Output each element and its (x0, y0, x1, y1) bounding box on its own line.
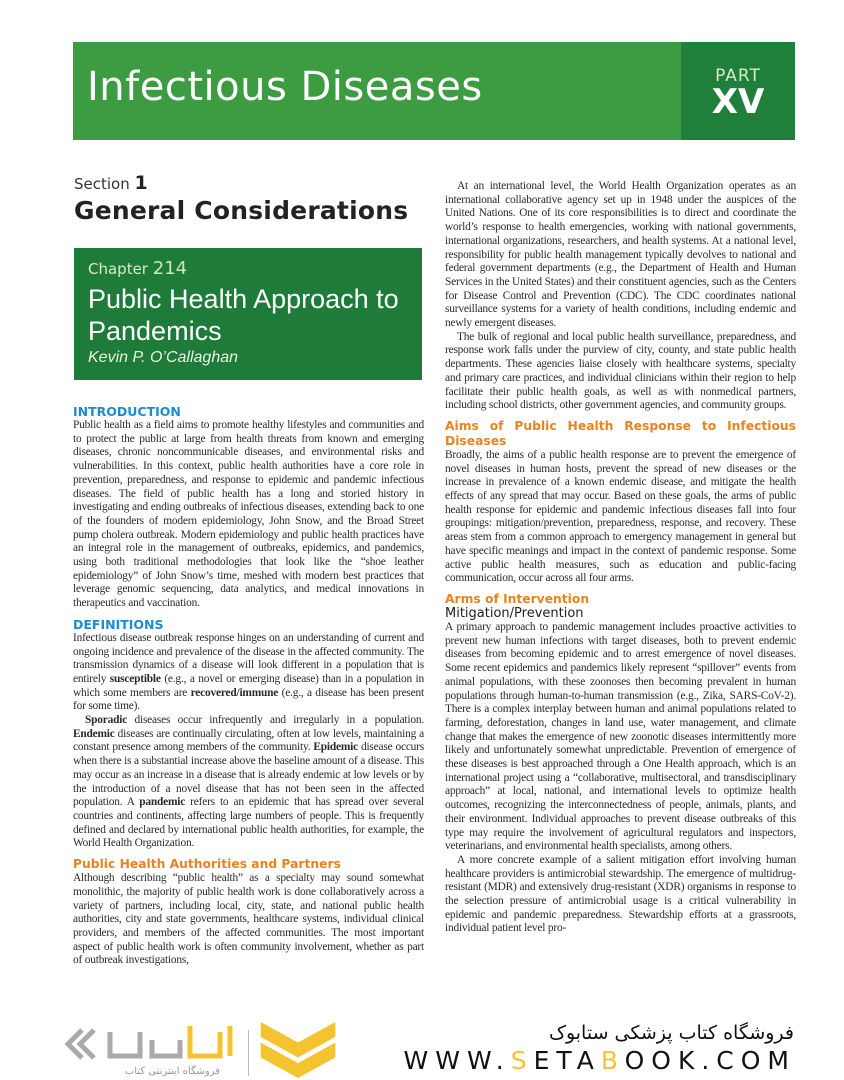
section-title: General Considerations (74, 196, 409, 225)
introduction-paragraph: Public health as a field aims to promote healthy lifestyles and communities and to protect the public at large from health threats from known and emerging diseases, chronic noncommunicable diseases, and environmental risks and vulnerabilities. In this context, public health authorities have a core role in prevention, preparedness, and response to epidemic and pandemic infectious diseases. The field of public health has a long and storied history in investigating and ending outbreaks of infectious diseases, extending back to one of the founders of modern epidemiology, John Snow, and the Broad Street pump cholera outbreak. Modern epidemiology and public health practices have an integral role in the management of outbreaks, epidemics, and pandemics, using both traditional methodologies that look like the “shoe leather epidemiology” of John Snow’s time, meshed with modern best practices that leverage genomic sequencing, data analytics, and medical innovations in therapeutics and vaccination. (73, 419, 424, 610)
store-name: فروشگاه کتاب پزشکی ستابوک (548, 1022, 794, 1044)
mitigation-paragraph-2: A more concrete example of a salient mitigation effort involving human healthcare providers is antimicrobial stewardship. The emergence of multidrug-resistant (MDR) and extensively drug-resistant (XDR) organisms in response to the selection pressure of antimicrobial usage is a critical vulnerability in epidemic and pandemic preparedness. Stewardship efforts at a grassroots, individual patient level pro- (445, 853, 796, 935)
term-susceptible: susceptible (109, 672, 161, 685)
authorities-paragraph-1: Although describing “public health” as a specialty may sound somewhat monolithic, the majority of public health work is done collaboratively across a variety of partners, including local, city, state, and national public health authorities, city and state governments, healthcare systems, individual clinical providers, and members of the affected communities. The most important aspect of public health work is often community involvement, whether as part of outbreak investigations, (73, 872, 424, 967)
introduction-heading: INTRODUCTION (73, 404, 181, 419)
store-url[interactable] (404, 1046, 796, 1075)
url-part: WWW. (403, 1046, 511, 1075)
text: refers to an epidemic that has spread over several countries and continents, affecting large numbers of people. This is frequently defined and declared by international public health authorities, for example, the World Health Organization. (73, 796, 424, 850)
mitigation-subheading: Mitigation/Prevention (445, 605, 584, 621)
text: diseases occur infrequently and irregularly in a population. (127, 714, 424, 727)
text: (e.g., a novel or emerging disease) than in a population in which some members are (73, 672, 424, 699)
part-banner (73, 42, 795, 140)
chevron-logo-icon (258, 1022, 338, 1078)
part-number-box (681, 42, 795, 140)
section-label: Section (74, 175, 130, 193)
part-title: Infectious Diseases (87, 64, 483, 110)
url-part: OOK.COM (624, 1046, 796, 1075)
chapter-label: Chapter (88, 260, 148, 278)
chapter-box (74, 248, 422, 380)
section-header (74, 172, 408, 225)
part-number: XV (711, 82, 765, 122)
section-number: 1 (134, 172, 148, 194)
text: diseases are continually circulating, often at low levels, maintaining a constant presence among members of the community. (73, 727, 424, 754)
text: Infectious disease outbreak response hinges on an understanding of current and ongoing incidence and prevalence of the disease in the affected community. The transmission dynamics of a disease will look different in a population that is entirely (73, 631, 424, 685)
definitions-heading: DEFINITIONS (73, 616, 164, 632)
chapter-title: Public Health Approach to Pandemics (88, 284, 399, 346)
arms-heading: Arms of Intervention (445, 591, 590, 606)
definitions-paragraph-1 (73, 632, 424, 714)
chapter-label-line (88, 258, 408, 279)
definitions-paragraph-2 (73, 714, 424, 851)
url-part: B (600, 1046, 625, 1075)
logo-divider (248, 1030, 249, 1076)
mitigation-paragraph-1: A primary approach to pandemic management includes proactive activities to prevent new human infections with target diseases, both to prevent endemic diseases from becoming epidemic and to arrest emergence of novel diseases. Some recent epidemics and pandemics likely represent “spillover” events from animal populations, with these zoonoses then becoming prevalent in human populations through human-to-human transmission (e.g., Zika, SARS-CoV-2). There is a complex interplay between human and animal populations related to farming, deforestation, changes in land use, water management, and climate change that makes the emergence of new zoonotic diseases intermittently more likely and unfortunately somewhat unpredictable. Prevention of emergence of these diseases is best approached through a One Health approach, which is an international project using a “collaborative, multisectoral, and transdisciplinary approach” at local, national, and international levels to optimize health outcomes, recognizing the interconnectedness of people, animals, plants, and their environment. Individual approaches to prevent disease outbreaks of this type may require the involvement of agricultural regulators and inspectors, veterinarians, and environmental health specialists, among others. (445, 620, 796, 853)
authorities-paragraph-3: The bulk of regional and local public health surveillance, preparedness, and response work falls under the purview of city, county, and state public health departments. These agencies liaise closely with healthcare systems, specialty and primary care practices, and individual clinicians within their region to help facilitate their public health goals, as well as with nonmedical partners, including school districts, other government agencies, and community groups. (445, 330, 796, 412)
authorities-heading: Public Health Authorities and Partners (73, 857, 341, 872)
text: (e.g., a disease has been present for some time). (73, 686, 424, 713)
term-sporadic: Sporadic (85, 714, 128, 727)
term-pandemic: pandemic (139, 796, 186, 809)
aims-heading: Aims of Public Health Response to Infectious Diseases (445, 418, 796, 448)
right-column (445, 180, 796, 936)
left-column (73, 404, 424, 968)
authorities-paragraph-2: At an international level, the World Health Organization operates as an international collaborative agency set up in 1948 under the auspices of the United Nations. One of its core responsibilities is to direct and coordinate the world’s response to health emergencies, working with national governments, international organizations, researchers, and health systems. At a national level, responsibility for public health management typically devolves to national and federal government departments (e.g., the Department of Health and Human Services in the United States) and their constituent agencies, such as the Centers for Disease Control and Prevention (CDC). The CDC coordinates national surveillance systems for a variety of health conditions, including endemic and newly emergent diseases. (445, 180, 796, 330)
section-label-line (74, 172, 408, 194)
chapter-author: Kevin P. O’Callaghan (88, 349, 239, 366)
url-part: S (510, 1046, 534, 1075)
setabook-logo (60, 1022, 250, 1077)
logo-subtitle: فروشگاه اینترنتی کتاب (124, 1066, 220, 1077)
url-part: ETA (533, 1046, 601, 1075)
term-recovered-immune: recovered/immune (190, 686, 279, 699)
text: disease occurs when there is a substantial increase above the baseline amount of a disease. This may occur as an increase in a disease that is already endemic at low levels or by the introduction of a novel disease that has not been seen in the affected population. A (73, 741, 424, 809)
logo-mark-icon (60, 1022, 250, 1066)
part-label: PART (715, 66, 761, 86)
term-epidemic: Epidemic (313, 741, 358, 754)
term-endemic: Endemic (73, 727, 115, 740)
aims-paragraph: Broadly, the aims of a public health response are to prevent the emergence of novel diseases in human hosts, prevent the spread of new diseases or the increase in prevalence of a known endemic disease, and mitigate the health effects of any spread that may occur. Based on these goals, the arms of public health response for epidemic and pandemic infectious diseases fall into four groupings: mitigation/prevention, preparedness, response, and recovery. These areas stem from a common approach to emergency management in general but have specific meanings and impact in the context of pandemic response. Some active public health measures, such as education and public-facing communication, occur across all four arms. (445, 448, 796, 585)
chapter-number: 214 (152, 258, 188, 279)
